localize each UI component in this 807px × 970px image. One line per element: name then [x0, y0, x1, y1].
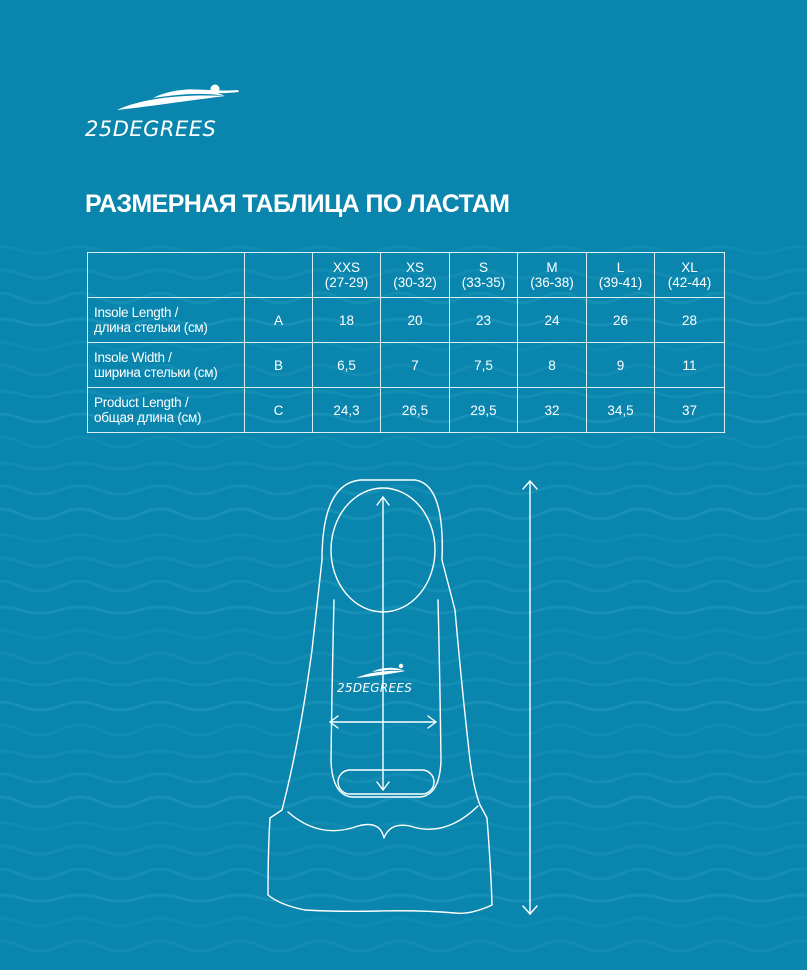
- size-header-s: S (33-35): [450, 253, 518, 298]
- table-row-insole-length: [88, 298, 725, 343]
- table-cell: 28: [655, 298, 725, 343]
- table-cell: 9: [587, 343, 655, 388]
- table-cell: 26,5: [381, 388, 450, 433]
- table-cell: 26: [587, 298, 655, 343]
- size-header-row: [88, 253, 725, 298]
- size-header-xl: XL (42-44): [655, 253, 725, 298]
- table-cell: 24: [518, 298, 587, 343]
- table-cell: 6,5: [313, 343, 381, 388]
- table-cell: 11: [655, 343, 725, 388]
- size-table: [87, 252, 725, 433]
- brand-logo: [85, 84, 255, 144]
- row-label: Product Length / общая длина (см): [88, 388, 245, 433]
- table-cell: 37: [655, 388, 725, 433]
- table-cell: 32: [518, 388, 587, 433]
- table-cell: 8: [518, 343, 587, 388]
- size-header-xxs: XXS (27-29): [313, 253, 381, 298]
- row-code: A: [245, 298, 313, 343]
- table-row-insole-width: [88, 343, 725, 388]
- size-header-l: L (39-41): [587, 253, 655, 298]
- heel-slot: [338, 770, 434, 794]
- table-cell: 18: [313, 298, 381, 343]
- table-cell: 29,5: [450, 388, 518, 433]
- table-cell: 7,5: [450, 343, 518, 388]
- wave-line: [0, 463, 807, 469]
- table-cell: 23: [450, 298, 518, 343]
- swimmer-logo-icon: [113, 84, 243, 114]
- wave-line: [0, 941, 807, 951]
- wave-line: [0, 437, 807, 447]
- header-code-cell: [245, 253, 313, 298]
- size-header-m: M (36-38): [518, 253, 587, 298]
- table-cell: 34,5: [587, 388, 655, 433]
- insole-outline: [331, 600, 441, 797]
- row-label: Insole Length / длина стельки (см): [88, 298, 245, 343]
- fin-diagram: [260, 470, 550, 930]
- fin-brand-name: 25DEGREES: [337, 681, 413, 695]
- table-cell: 7: [381, 343, 450, 388]
- blade-edge: [288, 806, 478, 838]
- brand-name: 25DEGREES: [85, 117, 217, 141]
- size-header-xs: XS (30-32): [381, 253, 450, 298]
- table-cell: 24,3: [313, 388, 381, 433]
- fin-swimmer-icon: [356, 664, 405, 678]
- row-code: B: [245, 343, 313, 388]
- row-label: Insole Width / ширина стельки (см): [88, 343, 245, 388]
- header-empty-cell: [88, 253, 245, 298]
- page-title: РАЗМЕРНАЯ ТАБЛИЦА ПО ЛАСТАМ: [85, 190, 510, 218]
- fin-outline: [268, 480, 492, 913]
- table-row-product-length: [88, 388, 725, 433]
- table-cell: 20: [381, 298, 450, 343]
- row-code: C: [245, 388, 313, 433]
